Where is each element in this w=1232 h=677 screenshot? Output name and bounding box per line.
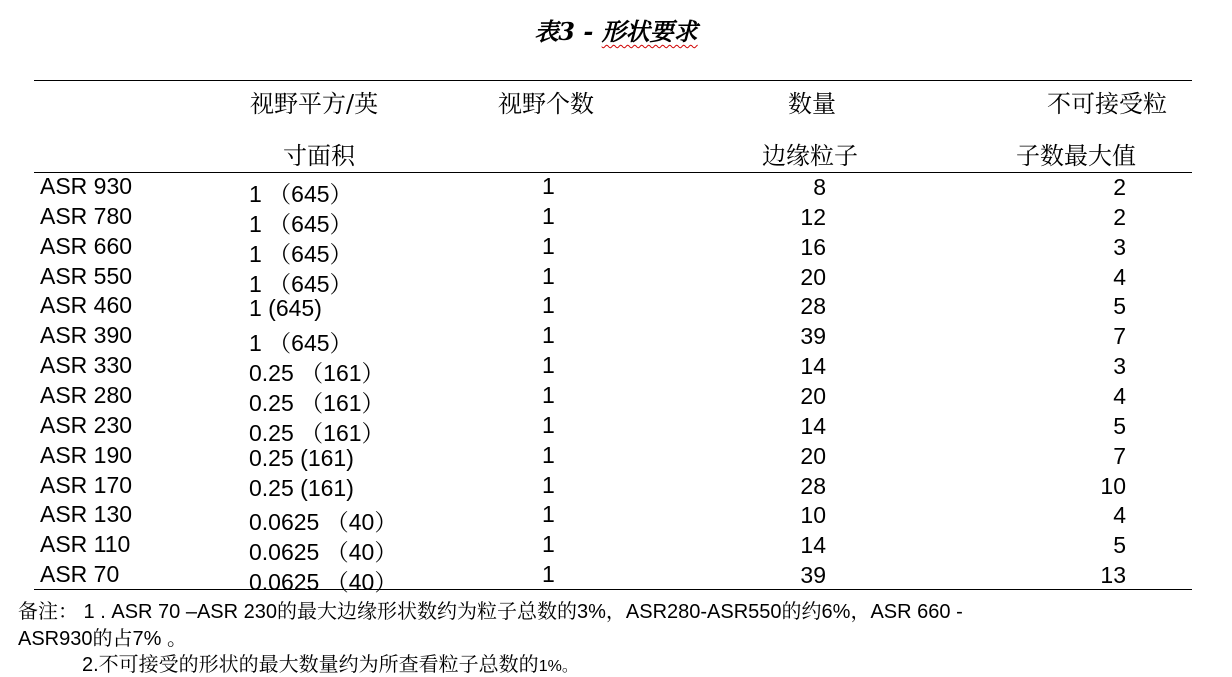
cell-fields: 1	[542, 441, 555, 468]
cell-area: 0.0625 （40）	[249, 539, 398, 566]
cell-grade: ASR 190	[40, 441, 133, 468]
header-max-line2: 子数最大值	[1016, 142, 1136, 170]
table-row	[0, 561, 1232, 595]
cell-edge-count: 39	[800, 562, 826, 588]
header-area-line2: 寸面积	[283, 142, 355, 170]
table-top-rule	[34, 80, 1192, 81]
note-line-3	[82, 648, 578, 677]
cell-grade: ASR 780	[40, 202, 133, 229]
table-row	[0, 322, 1232, 357]
cell-fields: 1	[542, 352, 555, 379]
table-row	[0, 352, 1232, 387]
cell-edge-count: 8	[813, 174, 826, 200]
table-title-name: 形状要求	[601, 17, 698, 46]
cell-edge-count: 20	[800, 263, 826, 290]
cell-fields: 1	[542, 382, 555, 408]
cell-grade: ASR 390	[40, 322, 133, 349]
table-row	[0, 472, 1232, 502]
cell-max-unacceptable: 13	[1100, 562, 1126, 588]
cell-grade: ASR 330	[40, 352, 133, 379]
table-row	[0, 262, 1232, 297]
note-line-2: ASR930的占7% 。	[18, 628, 187, 650]
note-line-3-text: 2.不可接受的形状的最大数量约为所查看粒子总数的	[82, 654, 539, 676]
table-row	[0, 382, 1232, 416]
cell-fields: 1	[542, 232, 555, 259]
cell-max-unacceptable: 4	[1113, 502, 1126, 529]
cell-area: 0.0625 （40）	[249, 569, 398, 595]
cell-grade: ASR 930	[40, 173, 133, 199]
cell-grade: ASR 230	[40, 411, 133, 438]
cell-edge-count: 28	[800, 472, 826, 499]
cell-grade: ASR 70	[40, 561, 120, 587]
cell-edge-count: 10	[800, 502, 826, 529]
cell-fields: 1	[542, 202, 555, 229]
cell-area: 0.25 (161)	[249, 474, 354, 501]
cell-area: 0.25 （161）	[249, 390, 385, 416]
cell-edge-count: 20	[800, 383, 826, 409]
cell-grade: ASR 660	[40, 232, 133, 259]
cell-area: 1 （645）	[249, 240, 353, 267]
cell-edge-count: 12	[800, 203, 826, 230]
cell-fields: 1	[542, 561, 555, 587]
cell-grade: ASR 110	[40, 531, 131, 558]
cell-fields: 1	[542, 292, 555, 319]
cell-max-unacceptable: 4	[1113, 383, 1126, 409]
cell-area: 1 （645）	[249, 181, 353, 207]
cell-edge-count: 14	[800, 532, 826, 559]
note-line-3-percent: 1%。	[538, 658, 578, 675]
cell-edge-count: 39	[800, 323, 826, 350]
cell-edge-count: 14	[800, 412, 826, 439]
cell-grade: ASR 280	[40, 382, 133, 408]
cell-area: 0.0625 （40）	[249, 509, 398, 536]
cell-fields: 1	[542, 411, 555, 438]
table-title	[0, 12, 1232, 47]
table-row	[0, 202, 1232, 237]
cell-area: 0.25 （161）	[249, 360, 385, 387]
cell-area: 1 （645）	[249, 210, 353, 237]
header-count-line1: 数量	[788, 90, 836, 118]
cell-fields: 1	[542, 531, 555, 558]
cell-fields: 1	[542, 471, 555, 498]
header-area-line1	[250, 84, 378, 119]
cell-grade: ASR 170	[40, 471, 133, 498]
cell-area: 0.25 (161)	[249, 444, 354, 471]
cell-max-unacceptable: 4	[1113, 263, 1126, 290]
header-count-line2: 边缘粒子	[762, 142, 858, 170]
header-area-line1-text: 视野平方/英	[250, 90, 379, 118]
cell-fields: 1	[542, 322, 555, 349]
cell-edge-count: 14	[800, 353, 826, 380]
cell-edge-count: 16	[800, 233, 826, 260]
cell-area: 0.25 （161）	[249, 419, 385, 446]
table-row	[0, 232, 1232, 267]
cell-grade: ASR 130	[40, 501, 133, 528]
header-fields: 视野个数	[498, 90, 594, 118]
table-row	[0, 411, 1232, 446]
cell-max-unacceptable: 3	[1113, 353, 1126, 380]
cell-max-unacceptable: 7	[1113, 323, 1126, 350]
cell-edge-count: 28	[800, 293, 826, 320]
cell-area: 1 (645)	[249, 295, 322, 322]
note-line-1: 备注： 1 . ASR 70 –ASR 230的最大边缘形状数约为粒子总数的3%，ASR280-ASR550的约6%，ASR 660 -	[18, 601, 963, 623]
table-row	[0, 292, 1232, 322]
cell-max-unacceptable: 7	[1113, 442, 1126, 469]
cell-fields: 1	[542, 501, 555, 528]
cell-max-unacceptable: 5	[1113, 532, 1126, 559]
table-title-prefix: 表3 -	[534, 17, 602, 46]
cell-fields: 1	[542, 173, 555, 199]
cell-edge-count: 20	[800, 442, 826, 469]
table-row	[0, 501, 1232, 536]
cell-max-unacceptable: 10	[1100, 472, 1126, 499]
cell-max-unacceptable: 3	[1113, 233, 1126, 260]
cell-max-unacceptable: 5	[1113, 412, 1126, 439]
header-max-line1: 不可接受粒	[1047, 90, 1167, 118]
cell-max-unacceptable: 5	[1113, 293, 1126, 320]
table-row	[0, 531, 1232, 566]
cell-fields: 1	[542, 262, 555, 289]
table-bottom-rule	[34, 589, 1192, 590]
cell-grade: ASR 460	[40, 292, 133, 319]
cell-grade: ASR 550	[40, 262, 133, 289]
cell-area: 1 （645）	[249, 270, 353, 297]
table-row	[0, 173, 1232, 207]
cell-max-unacceptable: 2	[1113, 174, 1126, 200]
table-row	[0, 442, 1232, 472]
cell-area: 1 （645）	[249, 330, 353, 357]
cell-max-unacceptable: 2	[1113, 203, 1126, 230]
